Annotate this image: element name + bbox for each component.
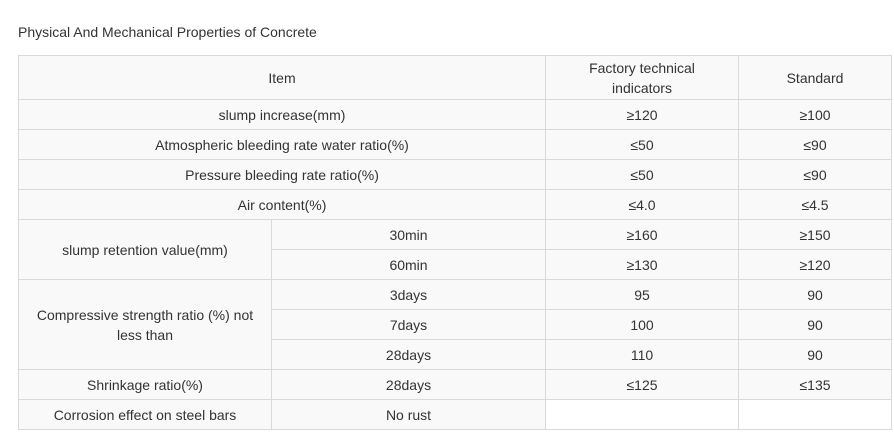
table-header-row <box>19 56 892 100</box>
cell-factory: ≤125 <box>546 370 739 400</box>
cell-standard: ≤4.5 <box>739 190 892 220</box>
cell-factory: 100 <box>546 310 739 340</box>
cell-condition: 7days <box>272 310 546 340</box>
cell-factory: ≤50 <box>546 130 739 160</box>
cell-standard: ≤90 <box>739 160 892 190</box>
cell-item: slump retention value(mm) <box>19 220 272 280</box>
table-row <box>19 190 892 220</box>
cell-factory: ≥160 <box>546 220 739 250</box>
cell-item: slump increase(mm) <box>19 100 546 130</box>
cell-standard: ≥120 <box>739 250 892 280</box>
cell-condition: 3days <box>272 280 546 310</box>
cell-item: Shrinkage ratio(%) <box>19 370 272 400</box>
cell-standard <box>739 400 892 430</box>
cell-factory: ≤4.0 <box>546 190 739 220</box>
cell-item-line1: Compressive strength ratio (%) not <box>36 306 254 323</box>
cell-standard: 90 <box>739 310 892 340</box>
cell-standard: 90 <box>739 280 892 310</box>
properties-table <box>18 55 892 430</box>
header-factory-line2: indicators <box>612 79 672 96</box>
cell-factory: ≥130 <box>546 250 739 280</box>
header-factory-indicators <box>546 56 739 100</box>
cell-condition: 60min <box>272 250 546 280</box>
table-row <box>19 280 892 310</box>
cell-item: Atmospheric bleeding rate water ratio(%) <box>19 130 546 160</box>
cell-standard: ≤90 <box>739 130 892 160</box>
cell-condition: 28days <box>272 370 546 400</box>
cell-condition: No rust <box>272 400 546 430</box>
cell-factory: ≤50 <box>546 160 739 190</box>
cell-condition: 28days <box>272 340 546 370</box>
cell-item-line2: less than <box>116 326 174 343</box>
cell-item: Corrosion effect on steel bars <box>19 400 272 430</box>
header-factory-line1: Factory technical <box>589 59 695 76</box>
cell-factory: 110 <box>546 340 739 370</box>
page-title: Physical And Mechanical Properties of Concrete <box>18 24 317 40</box>
table-row <box>19 370 892 400</box>
header-item: Item <box>19 56 546 100</box>
table-row <box>19 220 892 250</box>
cell-factory: 95 <box>546 280 739 310</box>
cell-item: Air content(%) <box>19 190 546 220</box>
cell-standard: ≥100 <box>739 100 892 130</box>
header-standard: Standard <box>739 56 892 100</box>
cell-standard: 90 <box>739 340 892 370</box>
cell-factory <box>546 400 739 430</box>
table-row <box>19 130 892 160</box>
table-row <box>19 400 892 430</box>
cell-item <box>19 280 272 370</box>
cell-item: Pressure bleeding rate ratio(%) <box>19 160 546 190</box>
table-row <box>19 160 892 190</box>
table-row <box>19 100 892 130</box>
cell-standard: ≥150 <box>739 220 892 250</box>
cell-standard: ≤135 <box>739 370 892 400</box>
cell-factory: ≥120 <box>546 100 739 130</box>
cell-condition: 30min <box>272 220 546 250</box>
